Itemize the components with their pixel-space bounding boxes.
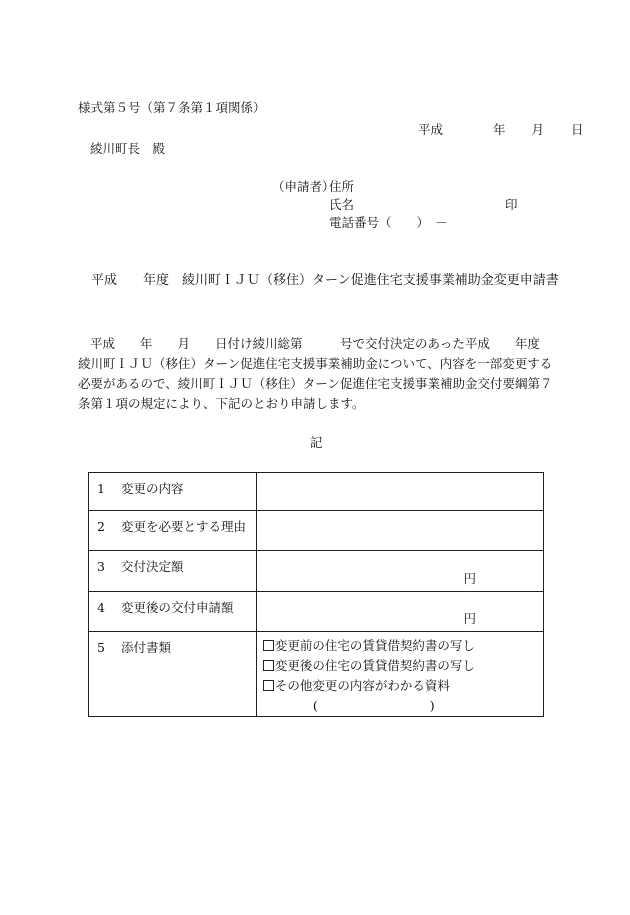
list-item [263, 676, 543, 696]
label-cell [89, 632, 257, 717]
address-label: 住所 [329, 179, 355, 194]
body-paragraph [78, 334, 553, 414]
body-line: 条第１項の規定により、下記のとおり申請します。 [78, 396, 365, 411]
item-label: 添付書類 [121, 640, 172, 655]
attachment-label: 変更前の住宅の賃貸借契約書の写し [274, 638, 475, 653]
name-label: 氏名 [329, 197, 355, 212]
label-cell [89, 592, 257, 632]
attachment-label: 変更後の住宅の賃貸借契約書の写し [274, 658, 475, 673]
date-month: 月 [531, 122, 545, 137]
yen-unit: 円 [463, 611, 476, 626]
item-number: 5 [97, 640, 105, 655]
other-material-blank[interactable] [263, 696, 543, 716]
date-year: 年 [493, 122, 506, 137]
body-line: 必要があるので、綾川町ＩＪＵ（移住）ターン促進住宅支援事業補助金交付要綱第７ [78, 376, 553, 391]
change-content-field[interactable] [256, 473, 543, 511]
attachments-cell [256, 632, 543, 717]
change-reason-field[interactable] [256, 511, 543, 551]
item-label: 交付決定額 [121, 559, 184, 574]
checkbox[interactable] [263, 640, 274, 651]
table-row [89, 632, 544, 717]
item-label: 変更を必要とする理由 [121, 519, 247, 534]
yen-unit: 円 [463, 571, 476, 586]
body-line: 綾川町ＩＪＵ（移住）ターン促進住宅支援事業補助金について、内容を一部変更する [78, 356, 553, 371]
label-cell [89, 473, 257, 511]
label-cell [89, 551, 257, 592]
date-era: 平成 [418, 122, 444, 137]
ki-heading: 記 [310, 435, 323, 450]
applicant-label: （申請者） [272, 179, 335, 194]
checkbox[interactable] [263, 660, 274, 671]
table-row [89, 551, 544, 592]
date-day: 日 [571, 122, 584, 137]
seal-mark: 印 [505, 197, 518, 212]
list-item [263, 636, 543, 656]
item-label: 変更の内容 [121, 481, 184, 496]
attachment-label: その他変更の内容がわかる資料 [274, 678, 450, 693]
attachments-list [257, 632, 543, 716]
item-number: 3 [97, 559, 105, 574]
phone-label: 電話番号（ ） － [329, 215, 448, 230]
paren-open: ( [312, 698, 318, 713]
table-row [89, 473, 544, 511]
paren-close: ) [429, 698, 435, 713]
item-number: 4 [97, 600, 105, 615]
item-number: 1 [97, 481, 105, 496]
body-line: 平成 年 月 日付け綾川総第 号で交付決定のあった平成 年度 [90, 336, 540, 351]
item-label: 変更後の交付申請額 [121, 600, 234, 615]
checkbox[interactable] [263, 680, 274, 691]
decided-amount-field[interactable] [256, 551, 543, 592]
table-row [89, 511, 544, 551]
form-number: 様式第５号（第７条第１項関係） [78, 100, 266, 115]
revised-amount-field[interactable] [256, 592, 543, 632]
addressee: 綾川町長 殿 [90, 141, 166, 156]
document-title: 平成 年度 綾川町ＩＪＵ（移住）ターン促進住宅支援事業補助金変更申請書 [91, 273, 559, 288]
table-row [89, 592, 544, 632]
date-line [418, 124, 584, 137]
label-cell [89, 511, 257, 551]
list-item [263, 656, 543, 676]
item-number: 2 [97, 519, 105, 534]
items-table [88, 472, 544, 717]
